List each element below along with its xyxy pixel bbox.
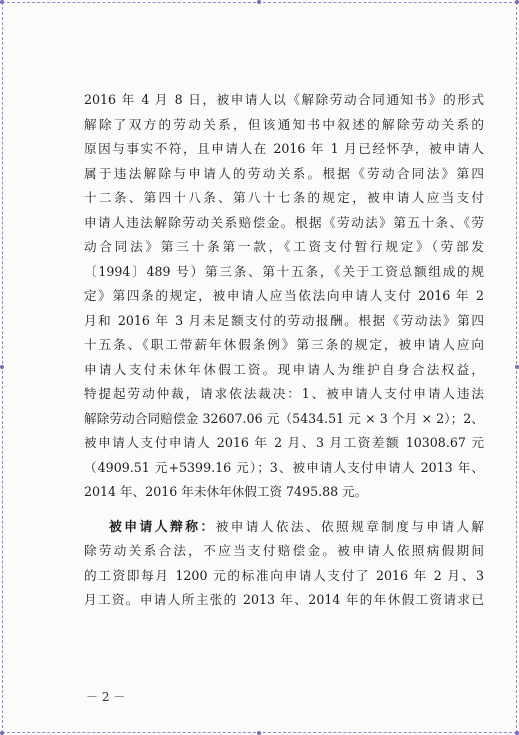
page-number: － 2 － (86, 690, 126, 704)
text-line: 〔1994〕489 号）第三条、第十五条，《关于工资总额组成的规 (84, 263, 484, 279)
resize-handle-bottom-right[interactable] (515, 731, 519, 735)
text-line: 十二条、第四十八条、第八十七条的规定，被申请人应当支付 (84, 190, 484, 205)
text-line: 原因与事实不符，且申请人在 2016 年 1 月已经怀孕，被申请人 (84, 141, 484, 156)
text-line: 动合同法》第三十条第一款，《工资支付暂行规定》（劳部发 (84, 239, 484, 254)
text-line: 解除了双方的劳动关系，但该通知书中叙述的解除劳动关系的 (84, 116, 484, 132)
defense-label: 被申请人辩称： (109, 519, 216, 535)
text-line: 的工资即每月 1200 元的标准向申请人支付了 2016 年 2 月、3 (84, 567, 484, 583)
resize-handle-bottom-left[interactable] (0, 731, 4, 735)
text-line: 属于违法解除与申请人的劳动关系。根据《劳动合同法》第四 (84, 165, 484, 181)
text-line: 定》第四条的规定，被申请人应当依法向申请人支付 2016 年 2 (84, 288, 484, 303)
body-text (84, 88, 484, 613)
text-line: （4909.51 元+5399.16 元）；3、被申请人支付申请人 2013 年、 (84, 459, 484, 475)
text-line: 申请人违法解除劳动关系赔偿金。根据《劳动法》第五十条、《劳 (84, 214, 484, 230)
paragraph-defense (84, 515, 484, 613)
resize-handle-bottom-center[interactable] (257, 731, 261, 735)
text-line: 月和 2016 年 3 月未足额支付的劳动报酬。根据《劳动法》第四 (84, 312, 484, 328)
resize-handle-top-right[interactable] (515, 0, 519, 4)
text-line: 2016 年 4 月 8 日，被申请人以《解除劳动合同通知书》的形式 (84, 92, 484, 107)
text-line: 特提起劳动仲裁，请求依法裁决：1、被申请人支付申请人违法 (84, 386, 484, 401)
paragraph-claims (84, 88, 484, 505)
text-line: 除劳动关系合法，不应当支付赔偿金。被申请人依照病假期间 (84, 543, 484, 558)
text-line: 2014 年、2016 年未休年休假工资 7495.88 元。 (84, 484, 368, 499)
text-line: 月工资。申请人所主张的 2013 年、2014 年的年休假工资请求已 (84, 592, 484, 607)
text-line: 申请人支付未休年休假工资。现申请人为维护自身合法权益， (84, 361, 484, 377)
text-line: 十五条、《职工带薪年休假条例》第三条的规定，被申请人应向 (84, 337, 484, 352)
text-line (84, 515, 484, 540)
resize-handle-middle-right[interactable] (515, 365, 519, 369)
resize-handle-top-center[interactable] (257, 0, 261, 4)
resize-handle-top-left[interactable] (0, 0, 4, 4)
defense-first-line: 被申请人依法、依照规章制度与申请人解 (215, 518, 485, 534)
resize-handle-middle-left[interactable] (0, 365, 4, 369)
text-line: 被申请人支付申请人 2016 年 2 月、3 月工资差额 10308.67 元 (84, 435, 484, 450)
text-line: 解除劳动合同赔偿金 32607.06 元（5434.51 元 × 3 个月 × 2）；2、 (84, 410, 484, 426)
